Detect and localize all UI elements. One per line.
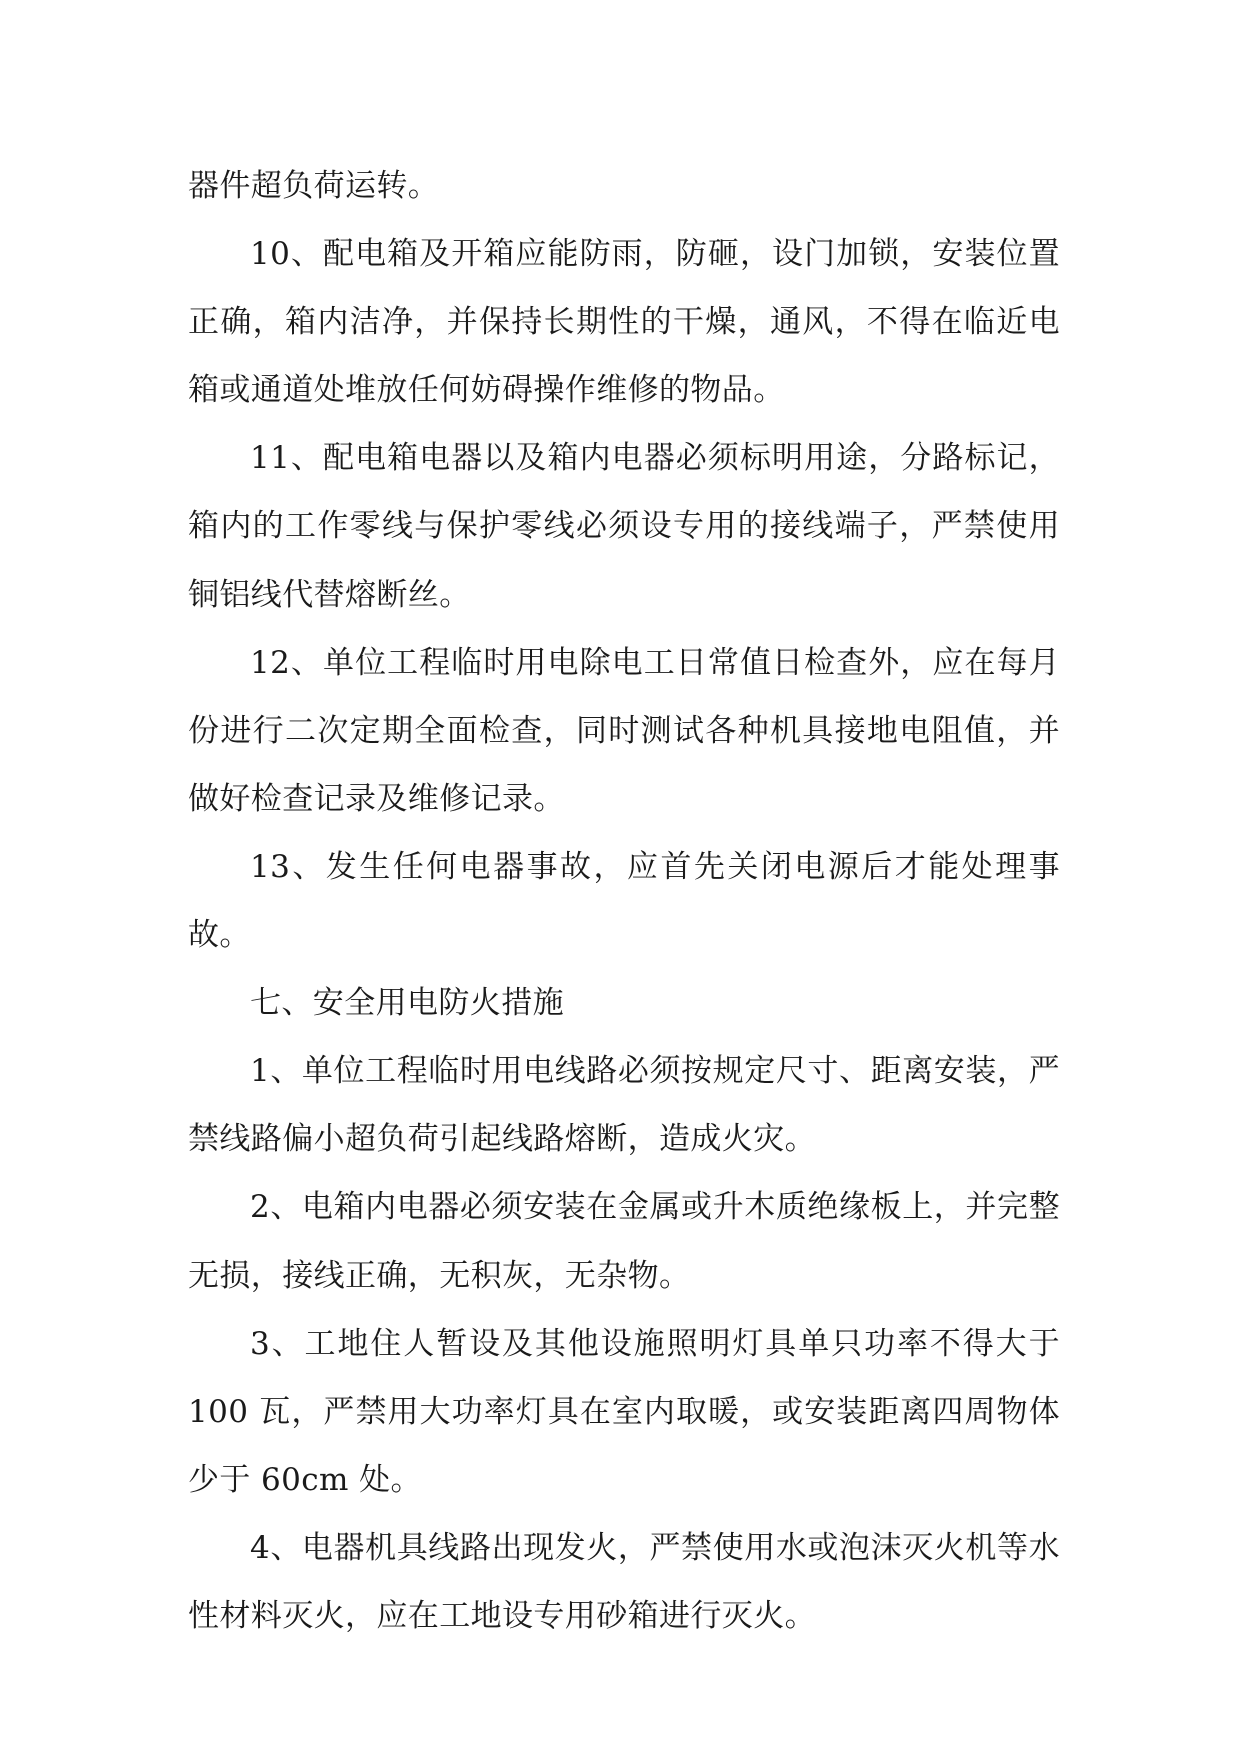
paragraph-item-3: 3、工地住人暂设及其他设施照明灯具单只功率不得大于 100 瓦，严禁用大功率灯具在室内取暖，或安装距离四周物体少于 60cm 处。: [188, 1325, 1060, 1498]
paragraph-continuation: 器件超负荷运转。: [188, 168, 440, 204]
document-body: [188, 152, 1060, 1650]
paragraph-item-10: 10、配电箱及开箱应能防雨，防砸，设门加锁，安装位置正确，箱内洁净，并保持长期性的干燥，通风，不得在临近电箱或通道处堆放任何妨碍操作维修的物品。: [188, 236, 1060, 409]
paragraph-item-12: 12、单位工程临时用电除电工日常值日检查外，应在每月份进行二次定期全面检查，同时测试各种机具接地电阻值，并做好检查记录及维修记录。: [188, 644, 1060, 817]
paragraph-item-11: 11、配电箱电器以及箱内电器必须标明用途，分路标记，箱内的工作零线与保护零线必须设专用的接线端子，严禁使用铜铝线代替熔断丝。: [188, 440, 1060, 613]
paragraph-item-13: 13、发生任何电器事故，应首先关闭电源后才能处理事故。: [188, 848, 1060, 954]
paragraph-item-1: 1、单位工程临时用电线路必须按规定尺寸、距离安装，严禁线路偏小超负荷引起线路熔断，造成火灾。: [188, 1053, 1060, 1158]
paragraph-item-2: 2、电箱内电器必须安装在金属或升木质绝缘板上，并完整无损，接线正确，无积灰，无杂物。: [188, 1189, 1060, 1294]
paragraph-item-4: 4、电器机具线路出现发火，严禁使用水或泡沫灭火机等水性材料灭火，应在工地设专用砂箱进行灭火。: [188, 1529, 1060, 1634]
section-heading: 七、安全用电防火措施: [250, 985, 564, 1022]
